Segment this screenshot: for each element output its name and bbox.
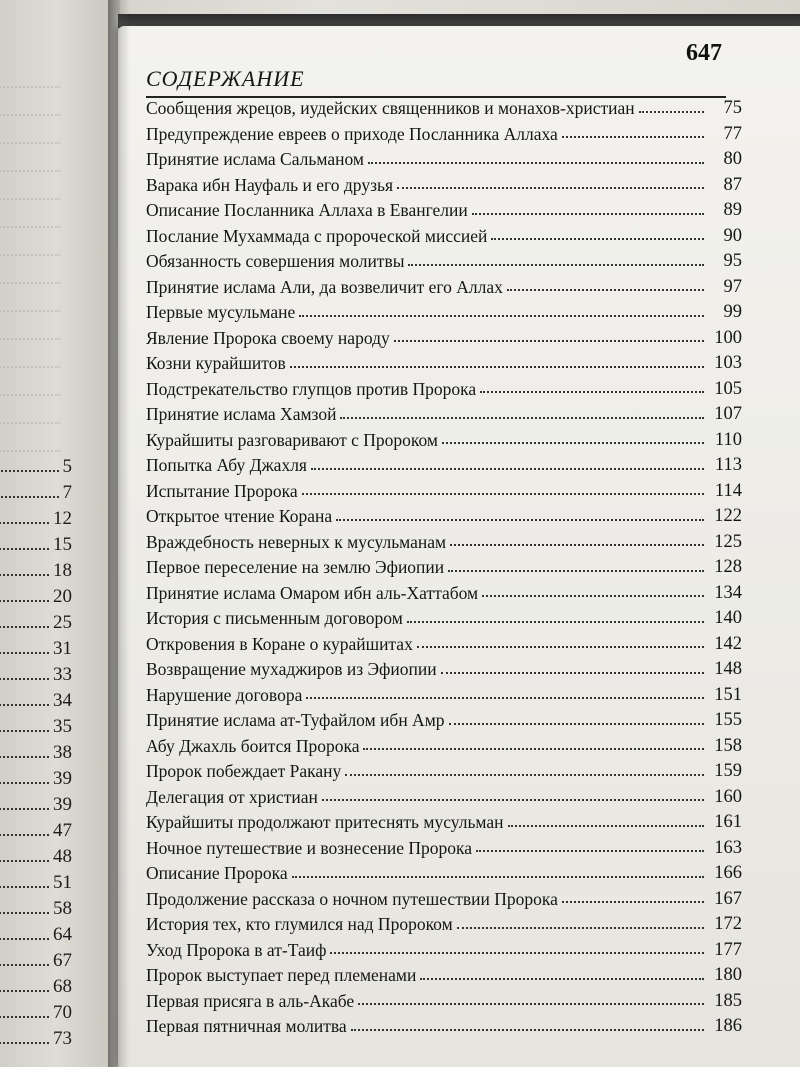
left-page-entry [0, 894, 72, 920]
left-page-entry [0, 868, 72, 894]
toc-entry-page: 113 [714, 455, 742, 475]
toc-entry [146, 449, 742, 475]
toc-entry-page: 128 [714, 557, 742, 577]
toc-entry-page: 89 [723, 200, 742, 220]
dot-leader [408, 264, 704, 266]
toc-entry-title: Враждебность неверных к мусульманам [146, 531, 447, 552]
toc-entry [146, 169, 742, 195]
toc-entry [146, 347, 742, 373]
dot-leader [0, 548, 49, 550]
dot-leader [394, 340, 704, 342]
left-page-entry [0, 816, 72, 842]
toc-entry [146, 143, 742, 169]
toc-entry-title: Испытание Пророка [146, 480, 298, 501]
toc-entry [146, 857, 742, 883]
dot-leader [397, 187, 704, 189]
dot-leader [0, 730, 49, 732]
left-page-entry [0, 790, 72, 816]
toc-entry-page: 185 [714, 990, 742, 1011]
left-page-entry [0, 920, 72, 946]
toc-entry [146, 271, 742, 297]
toc-entry [146, 373, 742, 399]
toc-entry-page: 167 [714, 888, 742, 909]
dot-leader [417, 646, 704, 648]
toc-entry-title: Предупреждение евреев о приходе Посланника Аллаха [146, 123, 558, 144]
left-page-number: 18 [53, 560, 72, 581]
left-page-number: 39 [53, 768, 72, 789]
toc-entry [146, 220, 742, 246]
left-page-number: 35 [53, 716, 72, 737]
toc-entry [146, 92, 742, 118]
toc-entry [146, 959, 742, 985]
left-page-entry [0, 608, 72, 634]
dot-leader [0, 860, 49, 862]
book-spine-shadow [108, 0, 130, 1067]
toc-entry [146, 194, 742, 220]
table-of-contents [146, 92, 742, 1036]
dot-leader [639, 111, 704, 113]
dot-leader [0, 938, 49, 940]
dot-leader [0, 912, 49, 914]
toc-entry-page: 99 [723, 302, 742, 322]
dot-leader [0, 1016, 49, 1018]
dot-leader [345, 774, 704, 776]
toc-entry-page: 166 [714, 863, 742, 883]
left-page-number: 7 [62, 482, 72, 503]
toc-entry-title: Пророк побеждает Ракану [146, 761, 342, 781]
dot-leader [0, 626, 49, 628]
toc-entry-page: 134 [714, 582, 742, 603]
left-page-entry [0, 686, 72, 712]
toc-entry-title: Явление Пророка своему народу [146, 327, 390, 348]
dot-leader [0, 990, 49, 992]
toc-entry-title: Попытка Абу Джахля [146, 455, 307, 475]
toc-entry [146, 526, 742, 552]
toc-entry-page: 142 [714, 633, 742, 654]
dot-leader [302, 493, 704, 495]
left-page-entry [0, 738, 72, 764]
toc-entry [146, 985, 742, 1011]
dot-leader [299, 315, 704, 317]
toc-entry [146, 832, 742, 858]
left-page-entry [0, 660, 72, 686]
dot-leader [0, 782, 49, 784]
toc-entry [146, 934, 742, 960]
left-page-entry [0, 972, 72, 998]
toc-entry-title: Абу Джахль боится Пророка [146, 735, 360, 756]
toc-entry [146, 628, 742, 654]
toc-entry [146, 755, 742, 781]
dot-leader [290, 366, 704, 368]
toc-entry-title: Ночное путешествие и вознесение Пророка [146, 837, 472, 858]
dot-leader [306, 697, 704, 699]
dot-leader [322, 799, 704, 801]
dot-leader [457, 927, 704, 929]
toc-entry [146, 806, 742, 832]
dot-leader [0, 600, 49, 602]
left-page-entry [0, 504, 72, 530]
dot-leader [450, 544, 704, 546]
toc-entry [146, 679, 742, 705]
toc-entry-page: 148 [714, 659, 742, 679]
toc-entry-title: История с письменным договором [146, 608, 403, 628]
toc-entry-page: 155 [714, 710, 742, 730]
left-page-number-list [0, 452, 72, 1050]
left-page-entry [0, 946, 72, 972]
toc-entry-title: Первое переселение на землю Эфиопии [146, 557, 445, 577]
dot-leader [0, 470, 59, 472]
toc-entry-title: Уход Пророка в ат-Таиф [146, 939, 327, 960]
toc-entry-title: Курайшиты продолжают притеснять мусульман [146, 812, 504, 832]
left-page-entry [0, 712, 72, 738]
dot-leader [358, 1003, 704, 1005]
toc-entry-page: 97 [723, 276, 742, 297]
dot-leader [0, 652, 49, 654]
left-page-number: 15 [53, 534, 72, 555]
dot-leader [311, 468, 704, 470]
left-page-number: 25 [53, 612, 72, 633]
toc-entry-title: Первая присяга в аль-Акабе [146, 990, 355, 1011]
toc-entry [146, 245, 742, 271]
toc-entry-title: Откровения в Коране о курайшитах [146, 633, 413, 654]
dot-leader [0, 808, 49, 810]
toc-entry-title: Открытое чтение Корана [146, 506, 333, 526]
dot-leader [407, 621, 704, 623]
dot-leader [482, 595, 704, 597]
toc-entry-title: Продолжение рассказа о ночном путешествии Пророка [146, 888, 558, 909]
toc-entry-title: Первая пятничная молитва [146, 1016, 347, 1036]
toc-entry-title: Подстрекательство глупцов против Пророка [146, 378, 477, 399]
toc-entry-title: Описание Посланника Аллаха в Евангелии [146, 200, 468, 220]
toc-entry [146, 118, 742, 144]
left-page-number: 64 [53, 924, 72, 945]
dot-leader [449, 723, 704, 725]
toc-entry [146, 602, 742, 628]
toc-entry [146, 1010, 742, 1036]
toc-entry-title: Послание Мухаммада с пророческой миссией [146, 225, 488, 246]
dot-leader [0, 522, 49, 524]
dot-leader [0, 704, 49, 706]
toc-entry-title: Принятие ислама Хамзой [146, 404, 337, 424]
toc-entry-title: Нарушение договора [146, 684, 303, 705]
toc-entry-page: 110 [714, 429, 742, 450]
toc-entry-title: Обязанность совершения молитвы [146, 251, 405, 271]
dot-leader [562, 901, 704, 903]
toc-entry [146, 577, 742, 603]
left-page-faded-text [0, 60, 70, 460]
toc-entry-page: 172 [714, 914, 742, 934]
left-page-entry [0, 478, 72, 504]
toc-entry-page: 77 [723, 123, 742, 144]
toc-entry [146, 296, 742, 322]
toc-entry [146, 551, 742, 577]
dot-leader [0, 834, 49, 836]
toc-entry-page: 158 [714, 735, 742, 756]
dot-leader [0, 496, 59, 498]
toc-entry-page: 122 [714, 506, 742, 526]
toc-entry-page: 160 [714, 786, 742, 807]
dot-leader [0, 964, 49, 966]
toc-entry [146, 398, 742, 424]
toc-entry-title: Возвращение мухаджиров из Эфиопии [146, 659, 437, 679]
left-page-number: 47 [53, 820, 72, 841]
left-page-number: 31 [53, 638, 72, 659]
toc-entry-page: 140 [714, 608, 742, 628]
dot-leader [0, 678, 49, 680]
toc-entry-page: 90 [723, 225, 742, 246]
toc-entry-page: 114 [714, 480, 742, 501]
dot-leader [442, 442, 704, 444]
toc-entry-title: Принятие ислама Сальманом [146, 149, 364, 169]
toc-entry-page: 103 [714, 353, 742, 373]
left-page-number: 33 [53, 664, 72, 685]
dot-leader [336, 519, 704, 521]
toc-entry-page: 186 [714, 1016, 742, 1036]
left-page-entry [0, 764, 72, 790]
dot-leader [330, 952, 704, 954]
toc-entry-page: 75 [723, 98, 742, 118]
dot-leader [420, 978, 704, 980]
toc-entry-page: 100 [714, 327, 742, 348]
left-page-number: 67 [53, 950, 72, 971]
toc-entry [146, 781, 742, 807]
left-page-entry [0, 452, 72, 478]
dot-leader [340, 417, 704, 419]
left-page-number: 20 [53, 586, 72, 607]
dot-leader [441, 672, 704, 674]
toc-entry-page: 161 [714, 812, 742, 832]
toc-entry-page: 163 [714, 837, 742, 858]
toc-entry-title: Описание Пророка [146, 863, 288, 883]
dot-leader [508, 825, 704, 827]
toc-entry-page: 180 [714, 965, 742, 985]
toc-entry [146, 653, 742, 679]
left-page-number: 73 [53, 1028, 72, 1049]
dot-leader [476, 850, 704, 852]
toc-entry-title: Принятие ислама Омаром ибн аль-Хаттабом [146, 582, 479, 603]
left-page-entry [0, 582, 72, 608]
dot-leader [507, 289, 704, 291]
toc-entry-title: Принятие ислама Али, да возвеличит его Аллах [146, 276, 503, 297]
left-page-entry [0, 556, 72, 582]
section-title: СОДЕРЖАНИЕ [146, 66, 305, 91]
toc-entry [146, 730, 742, 756]
toc-entry-title: Сообщения жрецов, иудейских священников и монахов-христиан [146, 98, 635, 118]
toc-entry [146, 908, 742, 934]
toc-entry-page: 107 [714, 404, 742, 424]
left-page-entry [0, 530, 72, 556]
toc-entry [146, 424, 742, 450]
dot-leader [292, 876, 704, 878]
toc-entry-title: Пророк выступает перед племенами [146, 965, 417, 985]
dot-leader [368, 162, 704, 164]
left-page-number: 39 [53, 794, 72, 815]
dot-leader [448, 570, 704, 572]
dot-leader [0, 756, 49, 758]
left-page-number: 51 [53, 872, 72, 893]
dot-leader [0, 886, 49, 888]
dot-leader [480, 391, 704, 393]
toc-entry [146, 704, 742, 730]
dot-leader [351, 1029, 704, 1031]
toc-entry-page: 80 [723, 149, 742, 169]
left-page-number: 34 [53, 690, 72, 711]
left-page-number: 48 [53, 846, 72, 867]
toc-entry-title: Варака ибн Науфаль и его друзья [146, 174, 394, 195]
left-page-number: 38 [53, 742, 72, 763]
toc-entry-title: Принятие ислама ат-Туфайлом ибн Амр [146, 710, 445, 730]
dot-leader [0, 1042, 49, 1044]
toc-entry-title: История тех, кто глумился над Пророком [146, 914, 453, 934]
toc-entry-page: 177 [714, 939, 742, 960]
dot-leader [0, 574, 49, 576]
left-page-entry [0, 998, 72, 1024]
toc-entry-page: 125 [714, 531, 742, 552]
left-page-entry [0, 842, 72, 868]
toc-entry [146, 475, 742, 501]
toc-entry-title: Козни курайшитов [146, 353, 286, 373]
dot-leader [562, 136, 704, 138]
dot-leader [491, 238, 704, 240]
toc-entry-title: Первые мусульмане [146, 302, 296, 322]
page-number: 647 [686, 40, 722, 66]
left-page-entry [0, 634, 72, 660]
toc-entry-page: 95 [723, 251, 742, 271]
toc-entry-title: Делегация от христиан [146, 786, 318, 807]
toc-entry-title: Курайшиты разговаривают с Пророком [146, 429, 438, 450]
toc-entry-page: 105 [714, 378, 742, 399]
toc-entry-page: 159 [714, 761, 742, 781]
left-page-entry [0, 1024, 72, 1050]
left-page-number: 12 [53, 508, 72, 529]
left-page [0, 0, 120, 1067]
left-page-number: 70 [53, 1002, 72, 1023]
toc-entry-page: 151 [714, 684, 742, 705]
toc-entry [146, 500, 742, 526]
toc-entry [146, 322, 742, 348]
dot-leader [472, 213, 704, 215]
left-page-number: 58 [53, 898, 72, 919]
dot-leader [363, 748, 704, 750]
left-page-number: 5 [62, 456, 72, 477]
toc-entry [146, 883, 742, 909]
left-page-number: 68 [53, 976, 72, 997]
toc-entry-page: 87 [723, 174, 742, 195]
